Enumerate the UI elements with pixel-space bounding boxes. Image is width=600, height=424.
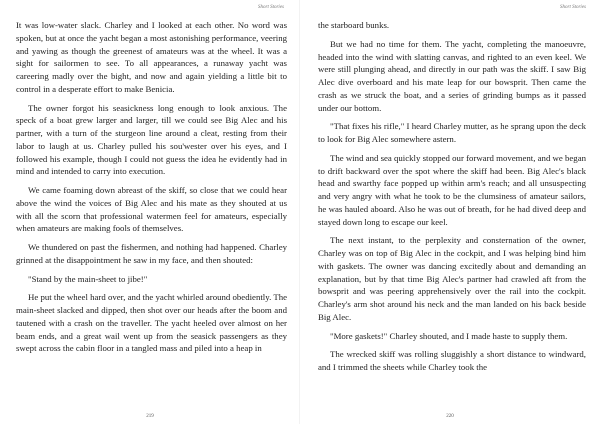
paragraph: The owner forgot his seasickness long enough to look anxious. The speck of a boat grew larger and larger, till we could see Big Alec and his partner, with a turn of the sturgeon line around a cleat, resting from their labor to laugh at us. Charley pulled his sou'wester over his eyes, and I followed his example, though I could not guess the idea he evidently had in mind and intended to carry into execution. bbox=[16, 102, 287, 177]
paragraph: "Stand by the main-sheet to jibe!" bbox=[28, 273, 148, 284]
paragraph: the starboard bunks. bbox=[318, 20, 390, 30]
paragraph: But we had no time for them. The yacht, completing the manoeuvre, headed into the wind with slatting canvas, and righted to an even keel. We were still plunging ahead, and directly in our path was the skiff. I saw Big Alec dive overboard and his mate leap for our bowsprit. Then came the crash as we struck the boat, and a series of grinding bumps as it passed under our bottom. bbox=[318, 38, 586, 113]
paragraph: The next instant, to the perplexity and consternation of the owner, Charley was on top of Big Alec in the cockpit, and I was helping bind him with gaskets. The owner was dancing excitedly about and demanding an explanation, but by that time Big Alec's partner had crawled aft from the bowsprit and was peering apprehensively over the rail into the cockpit. Charley's arm shot around his neck and the man landed on his back beside Big Alec. bbox=[318, 235, 586, 322]
running-head: Short Stories bbox=[258, 5, 284, 10]
page-number: 220 bbox=[446, 414, 454, 419]
paragraph: We came foaming down abreast of the skiff, so close that we could hear above the wind the voices of Big Alec and his mate as they shouted at us with all the scorn that professional watermen feel for amateurs, especially when amateurs are making fools of themselves. bbox=[16, 185, 287, 234]
paragraph: It was low-water slack. Charley and I looked at each other. No word was spoken, but at once the yacht began a most astonishing performance, veering and yawing as though the greenest of amateurs was at the wheel. It was a sight for sailormen to see. To all appearances, a runaway yacht was careering madly over the bight, and now and again yielding a little bit to control in a desperate effort to make Benicia. bbox=[16, 20, 287, 94]
paragraph: He put the wheel hard over, and the yacht whirled around obediently. The main-sheet slacked and dipped, then shot over our heads after the boom and tautened with a crash on the traveller. The yacht heeled over almost on her beam ends, and a great wail went up from the seasick passengers as they swept across the cabin floor in a tangled mass and piled into a heap in bbox=[16, 292, 287, 354]
paragraph: We thundered on past the fishermen, and nothing had happened. Charley grinned at the disappointment he saw in my face, and then shouted: bbox=[16, 242, 287, 265]
paragraph: "More gaskets!" Charley shouted, and I made haste to supply them. bbox=[330, 330, 568, 341]
paragraph: The wind and sea quickly stopped our forward movement, and we began to drift backward over the spot where the skiff had been. Big Alec's black head and swarthy face popped up within arm's reach; and all unsuspecting and very angry with what he took to be the clumsiness of amateur sailors, he was hauled aboard. Also he was out of breath, for he had dived deep and stayed down long to escape our keel. bbox=[318, 152, 587, 227]
page-number: 219 bbox=[146, 414, 154, 419]
right-page bbox=[300, 0, 600, 424]
page-text bbox=[16, 19, 287, 361]
paragraph: The wrecked skiff was rolling sluggishly a short distance to windward, and I trimmed the sheets while Charley took the bbox=[318, 349, 586, 372]
page-text bbox=[318, 19, 586, 380]
paragraph: "That fixes his rifle," I heard Charley mutter, as he sprang upon the deck to look for Big Alec somewhere astern. bbox=[318, 121, 586, 144]
running-head: Short Stories bbox=[560, 5, 586, 10]
